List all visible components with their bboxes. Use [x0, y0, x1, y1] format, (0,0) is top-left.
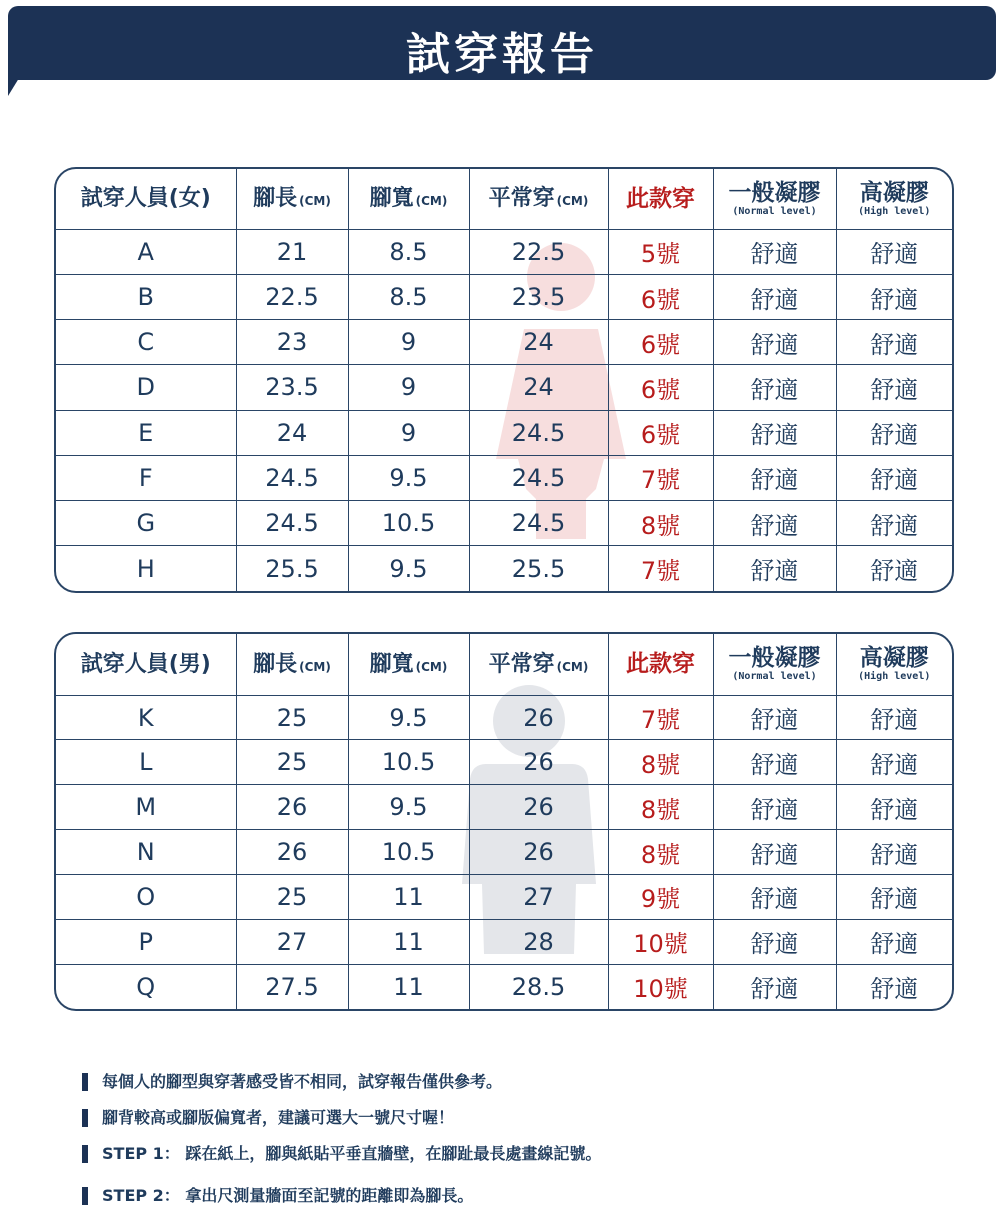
- high-gel-cell: 舒適: [836, 830, 952, 875]
- this-style-size-cell: 8號: [608, 740, 713, 785]
- tester-name-cell: K: [56, 695, 236, 740]
- foot-length-cell: 22.5: [236, 274, 348, 319]
- tester-name-cell: C: [56, 320, 236, 365]
- foot-length-cell: 24: [236, 410, 348, 455]
- usual-size-header: 平常穿 (CM): [469, 169, 608, 229]
- table-row: [56, 695, 952, 740]
- table-row: [56, 365, 952, 410]
- table-row: [56, 501, 952, 546]
- note-item: STEP 2： 拿出尺測量牆面至記號的距離即為腳長。: [82, 1184, 962, 1208]
- tester-name-cell: B: [56, 274, 236, 319]
- foot-width-cell: 11: [348, 919, 469, 964]
- table-row: [56, 455, 952, 500]
- foot-width-cell: 9.5: [348, 546, 469, 591]
- tester-name-cell: L: [56, 740, 236, 785]
- foot-length-cell: 27.5: [236, 964, 348, 1009]
- note-bar-icon: [82, 1187, 88, 1205]
- normal-gel-cell: 舒適: [713, 830, 836, 875]
- normal-gel-cell: 舒適: [713, 874, 836, 919]
- usual-size-cell: 24.5: [469, 410, 608, 455]
- usual-size-cell: 27: [469, 874, 608, 919]
- table-row: [56, 874, 952, 919]
- this-style-size-cell: 6號: [608, 365, 713, 410]
- foot-length-header: 腳長 (CM): [236, 169, 348, 229]
- foot-width-cell: 10.5: [348, 501, 469, 546]
- tester-name-cell: H: [56, 546, 236, 591]
- this-style-size-cell: 6號: [608, 410, 713, 455]
- tester-name-cell: P: [56, 919, 236, 964]
- tester-name-cell: Q: [56, 964, 236, 1009]
- this-style-size-cell: 8號: [608, 501, 713, 546]
- tester-name-cell: A: [56, 229, 236, 274]
- note-bar-icon: [82, 1145, 88, 1163]
- high-gel-cell: 舒適: [836, 274, 952, 319]
- banner-tail: [8, 70, 24, 96]
- normal-gel-cell: 舒適: [713, 229, 836, 274]
- high-gel-cell: 舒適: [836, 874, 952, 919]
- usual-size-cell: 26: [469, 695, 608, 740]
- usual-size-cell: 24.5: [469, 501, 608, 546]
- tester-header: 試穿人員(女): [56, 169, 236, 229]
- this-style-size-cell: 5號: [608, 229, 713, 274]
- foot-length-cell: 25: [236, 740, 348, 785]
- notes-list: [82, 1070, 962, 1220]
- normal-gel-cell: 舒適: [713, 695, 836, 740]
- usual-size-cell: 22.5: [469, 229, 608, 274]
- normal-gel-cell: 舒適: [713, 274, 836, 319]
- usual-size-header: 平常穿 (CM): [469, 634, 608, 695]
- foot-width-cell: 9: [348, 320, 469, 365]
- normal-gel-cell: 舒適: [713, 546, 836, 591]
- this-style-size-cell: 6號: [608, 320, 713, 365]
- this-style-header: 此款穿: [608, 634, 713, 695]
- high-gel-cell: 舒適: [836, 546, 952, 591]
- foot-width-cell: 9: [348, 365, 469, 410]
- note-item: STEP 1： 踩在紙上，腳與紙貼平垂直牆壁，在腳趾最長處畫線記號。: [82, 1142, 962, 1166]
- foot-width-cell: 8.5: [348, 274, 469, 319]
- normal-gel-cell: 舒適: [713, 785, 836, 830]
- usual-size-cell: 28: [469, 919, 608, 964]
- foot-length-cell: 24.5: [236, 501, 348, 546]
- normal-gel-cell: 舒適: [713, 410, 836, 455]
- title-banner: [8, 6, 996, 80]
- table-row: [56, 830, 952, 875]
- tester-name-cell: N: [56, 830, 236, 875]
- table-row: [56, 410, 952, 455]
- usual-size-cell: 24.5: [469, 455, 608, 500]
- this-style-size-cell: 9號: [608, 874, 713, 919]
- this-style-size-cell: 10號: [608, 964, 713, 1009]
- foot-width-cell: 9: [348, 410, 469, 455]
- usual-size-cell: 28.5: [469, 964, 608, 1009]
- high-gel-cell: 舒適: [836, 740, 952, 785]
- foot-length-cell: 26: [236, 785, 348, 830]
- usual-size-cell: 26: [469, 740, 608, 785]
- normal-gel-cell: 舒適: [713, 919, 836, 964]
- foot-width-cell: 11: [348, 964, 469, 1009]
- page-title: 試穿報告: [406, 29, 598, 80]
- high-gel-cell: 舒適: [836, 365, 952, 410]
- high-gel-cell: 舒適: [836, 695, 952, 740]
- tester-name-cell: O: [56, 874, 236, 919]
- tester-name-cell: E: [56, 410, 236, 455]
- high-gel-cell: 舒適: [836, 964, 952, 1009]
- usual-size-cell: 24: [469, 365, 608, 410]
- table-row: [56, 274, 952, 319]
- note-bar-icon: [82, 1073, 88, 1091]
- tester-name-cell: F: [56, 455, 236, 500]
- foot-length-cell: 25.5: [236, 546, 348, 591]
- usual-size-cell: 26: [469, 830, 608, 875]
- foot-width-cell: 9.5: [348, 785, 469, 830]
- women-fitting-table: [54, 167, 954, 593]
- foot-length-cell: 26: [236, 830, 348, 875]
- high-gel-cell: 舒適: [836, 919, 952, 964]
- high-gel-header: 高凝膠 (High level): [836, 169, 952, 229]
- usual-size-cell: 26: [469, 785, 608, 830]
- this-style-size-cell: 7號: [608, 455, 713, 500]
- foot-length-cell: 25: [236, 695, 348, 740]
- normal-gel-header: 一般凝膠 (Normal level): [713, 634, 836, 695]
- foot-length-cell: 27: [236, 919, 348, 964]
- note-bar-icon: [82, 1109, 88, 1127]
- foot-width-cell: 9.5: [348, 455, 469, 500]
- tester-name-cell: D: [56, 365, 236, 410]
- this-style-size-cell: 7號: [608, 695, 713, 740]
- table-row: [56, 785, 952, 830]
- high-gel-cell: 舒適: [836, 501, 952, 546]
- note-item: 每個人的腳型與穿著感受皆不相同，試穿報告僅供參考。: [82, 1070, 962, 1094]
- foot-length-cell: 23: [236, 320, 348, 365]
- foot-length-header: 腳長 (CM): [236, 634, 348, 695]
- foot-width-cell: 8.5: [348, 229, 469, 274]
- table-row: [56, 964, 952, 1009]
- high-gel-cell: 舒適: [836, 410, 952, 455]
- table-header-row: [56, 169, 952, 229]
- foot-length-cell: 23.5: [236, 365, 348, 410]
- high-gel-cell: 舒適: [836, 455, 952, 500]
- high-gel-cell: 舒適: [836, 785, 952, 830]
- foot-width-cell: 10.5: [348, 830, 469, 875]
- usual-size-cell: 25.5: [469, 546, 608, 591]
- normal-gel-header: 一般凝膠 (Normal level): [713, 169, 836, 229]
- table-header-row: [56, 634, 952, 695]
- this-style-header: 此款穿: [608, 169, 713, 229]
- foot-length-cell: 24.5: [236, 455, 348, 500]
- men-fitting-table: [54, 632, 954, 1011]
- high-gel-cell: 舒適: [836, 229, 952, 274]
- foot-width-header: 腳寬 (CM): [348, 169, 469, 229]
- table-row: [56, 546, 952, 591]
- normal-gel-cell: 舒適: [713, 455, 836, 500]
- this-style-size-cell: 8號: [608, 830, 713, 875]
- foot-length-cell: 21: [236, 229, 348, 274]
- this-style-size-cell: 6號: [608, 274, 713, 319]
- high-gel-header: 高凝膠 (High level): [836, 634, 952, 695]
- this-style-size-cell: 10號: [608, 919, 713, 964]
- tester-header: 試穿人員(男): [56, 634, 236, 695]
- foot-length-cell: 25: [236, 874, 348, 919]
- normal-gel-cell: 舒適: [713, 964, 836, 1009]
- usual-size-cell: 24: [469, 320, 608, 365]
- this-style-size-cell: 8號: [608, 785, 713, 830]
- table-row: [56, 919, 952, 964]
- normal-gel-cell: 舒適: [713, 320, 836, 365]
- table-row: [56, 320, 952, 365]
- foot-width-header: 腳寬 (CM): [348, 634, 469, 695]
- tester-name-cell: G: [56, 501, 236, 546]
- note-item: 腳背較高或腳版偏寬者，建議可選大一號尺寸喔！: [82, 1106, 962, 1130]
- this-style-size-cell: 7號: [608, 546, 713, 591]
- table-row: [56, 740, 952, 785]
- foot-width-cell: 9.5: [348, 695, 469, 740]
- foot-width-cell: 10.5: [348, 740, 469, 785]
- normal-gel-cell: 舒適: [713, 365, 836, 410]
- table-row: [56, 229, 952, 274]
- foot-width-cell: 11: [348, 874, 469, 919]
- tester-name-cell: M: [56, 785, 236, 830]
- normal-gel-cell: 舒適: [713, 501, 836, 546]
- usual-size-cell: 23.5: [469, 274, 608, 319]
- normal-gel-cell: 舒適: [713, 740, 836, 785]
- high-gel-cell: 舒適: [836, 320, 952, 365]
